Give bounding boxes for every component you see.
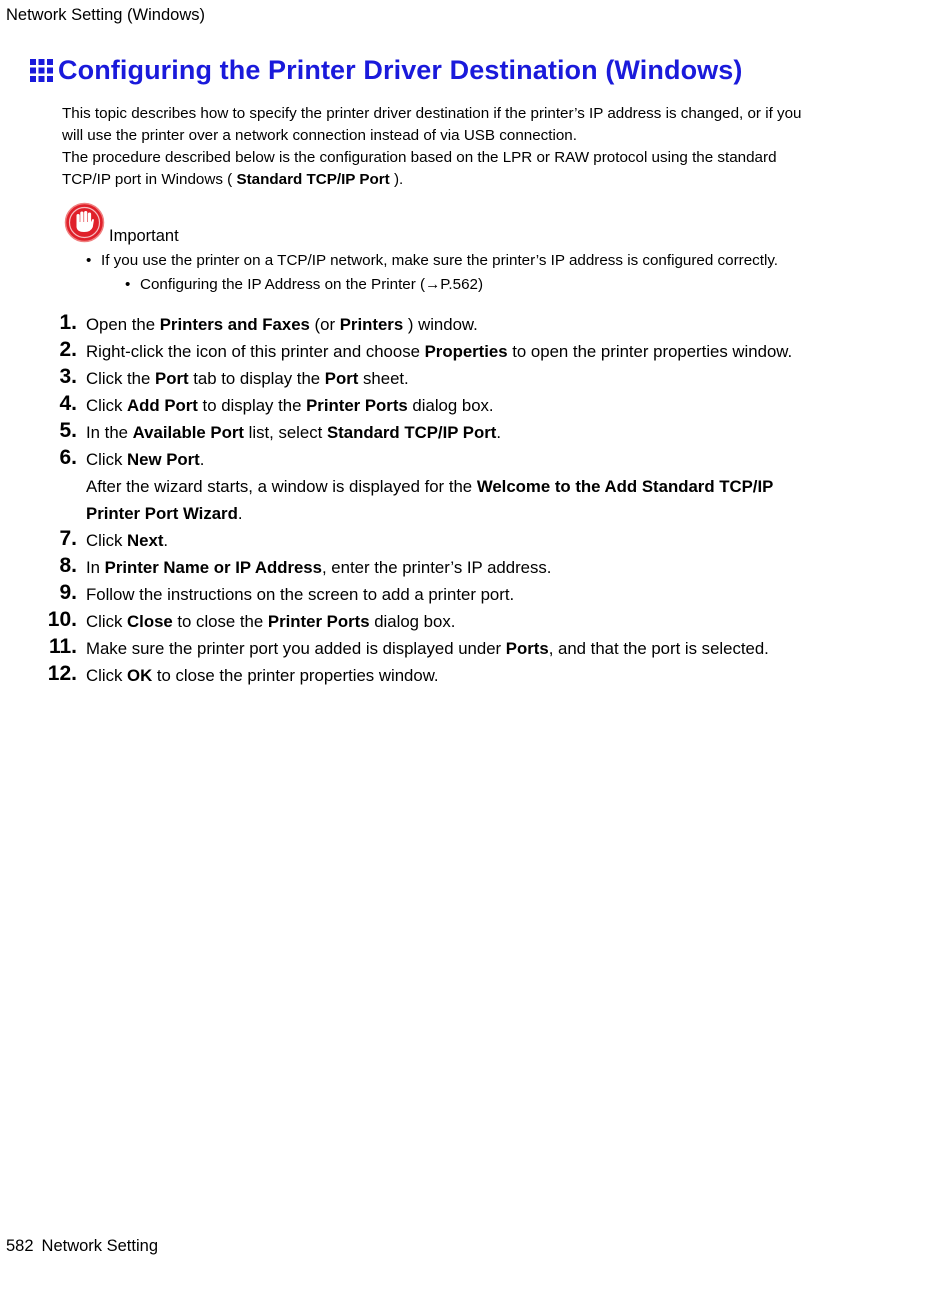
step-number: 1. xyxy=(59,311,77,334)
step-text-run: . xyxy=(199,450,205,469)
step-text-run: Click xyxy=(86,612,128,631)
step-item xyxy=(0,419,950,446)
step-ui-term: Port xyxy=(324,369,359,388)
bullet-dot: • xyxy=(125,276,131,293)
step-text-run: Follow the instructions on the screen to add a printer port. xyxy=(86,585,515,604)
step-ui-term: Printers and Faxes xyxy=(159,315,310,334)
step-continuation xyxy=(0,500,950,527)
step-text xyxy=(86,369,409,389)
step-text-run: , enter the printer’s IP address. xyxy=(321,558,552,577)
step-number: 7. xyxy=(59,527,77,550)
intro-text: TCP/IP port in Windows ( xyxy=(62,171,237,188)
step-item xyxy=(0,446,950,473)
step-text xyxy=(86,450,204,470)
intro-paragraph xyxy=(62,103,852,191)
bullet-text: If you use the printer on a TCP/IP network, make sure the printer’s IP address is configured correctly. xyxy=(101,252,779,269)
step-text-run: Click xyxy=(86,666,128,685)
intro-line: This topic describes how to specify the printer driver destination if the printer’s IP address is changed, or if you xyxy=(62,105,802,122)
step-number: 10. xyxy=(47,608,77,631)
step-ui-term: Printer Name or IP Address xyxy=(104,558,322,577)
step-text-run: In xyxy=(86,558,105,577)
step-item xyxy=(0,608,950,635)
step-number: 5. xyxy=(59,419,77,442)
step-text xyxy=(86,639,769,659)
step-text xyxy=(86,342,792,362)
procedure-steps xyxy=(0,311,950,689)
step-ui-term: New Port xyxy=(127,450,200,469)
running-head: Network Setting (Windows) xyxy=(6,6,205,24)
step-text xyxy=(86,315,478,335)
intro-line xyxy=(62,169,852,191)
step-text-run: tab to display the xyxy=(188,369,325,388)
step-text-run: to close the printer properties window. xyxy=(152,666,439,685)
step-text xyxy=(86,558,551,578)
important-label: Important xyxy=(109,227,179,245)
step-ui-term: Welcome to the Add Standard TCP/IP xyxy=(476,477,774,496)
cross-reference-link[interactable]: Configuring the IP Address on the Printer (→P.562) xyxy=(140,276,484,293)
step-continuation xyxy=(0,473,950,500)
step-ui-term: Port xyxy=(155,369,189,388)
step-item xyxy=(0,527,950,554)
step-ui-term: Close xyxy=(127,612,173,631)
step-text-run: . xyxy=(237,504,243,523)
step-item xyxy=(0,554,950,581)
step-ui-term: Next xyxy=(127,531,164,550)
step-text-run: to close the xyxy=(172,612,268,631)
step-ui-term: Add Port xyxy=(127,396,198,415)
step-text-run: In the xyxy=(86,423,133,442)
intro-text: ). xyxy=(389,171,404,188)
step-text-run: Click xyxy=(86,531,128,550)
step-ui-term: Ports xyxy=(505,639,549,658)
step-item xyxy=(0,311,950,338)
step-text-run: dialog box. xyxy=(407,396,494,415)
step-text-run: sheet. xyxy=(358,369,409,388)
step-text-run: to display the xyxy=(197,396,307,415)
step-continuation-text xyxy=(86,504,243,524)
step-text-run: Click xyxy=(86,396,128,415)
step-text xyxy=(86,423,501,443)
step-text xyxy=(86,666,439,686)
step-number: 2. xyxy=(59,338,77,361)
step-ui-term: Standard TCP/IP Port xyxy=(326,423,497,442)
step-item xyxy=(0,635,950,662)
step-text xyxy=(86,585,514,605)
step-text-run: . xyxy=(496,423,502,442)
step-number: 12. xyxy=(47,662,77,685)
step-text-run: , and that the port is selected. xyxy=(548,639,769,658)
page-number: 582 xyxy=(6,1237,34,1255)
bullet-dot: • xyxy=(86,252,92,269)
step-ui-term: Printers xyxy=(339,315,404,334)
step-ui-term: Printer Ports xyxy=(306,396,408,415)
step-number: 6. xyxy=(59,446,77,469)
step-text-run: dialog box. xyxy=(369,612,456,631)
step-item xyxy=(0,365,950,392)
page-title: Configuring the Printer Driver Destination (Windows) xyxy=(58,55,743,85)
step-text-run: Open the xyxy=(86,315,160,334)
step-text-run: Click the xyxy=(86,369,156,388)
step-item xyxy=(0,338,950,365)
step-text-run: After the wizard starts, a window is displayed for the xyxy=(86,477,477,496)
step-ui-term: OK xyxy=(127,666,153,685)
intro-line: will use the printer over a network connection instead of via USB connection. xyxy=(62,127,577,144)
important-sub-bullet[interactable] xyxy=(125,276,483,293)
title-row xyxy=(30,55,742,86)
step-number: 11. xyxy=(48,635,77,658)
important-bullet xyxy=(86,252,778,269)
intro-bold-term: Standard TCP/IP Port xyxy=(236,171,390,188)
step-text-run: . xyxy=(163,531,169,550)
footer-section: Network Setting xyxy=(41,1237,158,1255)
step-item xyxy=(0,662,950,689)
intro-line: The procedure described below is the configuration based on the LPR or RAW protocol using the standard xyxy=(62,149,777,166)
step-text-run: list, select xyxy=(243,423,327,442)
step-text-run: to open the printer properties window. xyxy=(507,342,793,361)
step-number: 3. xyxy=(59,365,77,388)
step-number: 8. xyxy=(59,554,77,577)
step-number: 9. xyxy=(59,581,77,604)
step-text-run: Make sure the printer port you added is displayed under xyxy=(86,639,506,658)
footer xyxy=(6,1237,158,1256)
step-text xyxy=(86,531,168,551)
step-continuation-text xyxy=(86,477,773,497)
step-ui-term: Printer Ports xyxy=(267,612,370,631)
step-ui-term: Printer Port Wizard xyxy=(86,504,238,523)
step-number: 4. xyxy=(59,392,77,415)
step-text-run: Click xyxy=(86,450,128,469)
step-text-run: Right-click the icon of this printer and choose xyxy=(86,342,425,361)
stop-hand-icon xyxy=(64,202,105,243)
step-item xyxy=(0,581,950,608)
step-text-run: ) window. xyxy=(403,315,478,334)
step-ui-term: Properties xyxy=(424,342,508,361)
step-text xyxy=(86,396,494,416)
step-text xyxy=(86,612,455,632)
grid-icon xyxy=(30,59,53,82)
step-item xyxy=(0,392,950,419)
step-ui-term: Available Port xyxy=(132,423,244,442)
step-text-run: (or xyxy=(309,315,340,334)
